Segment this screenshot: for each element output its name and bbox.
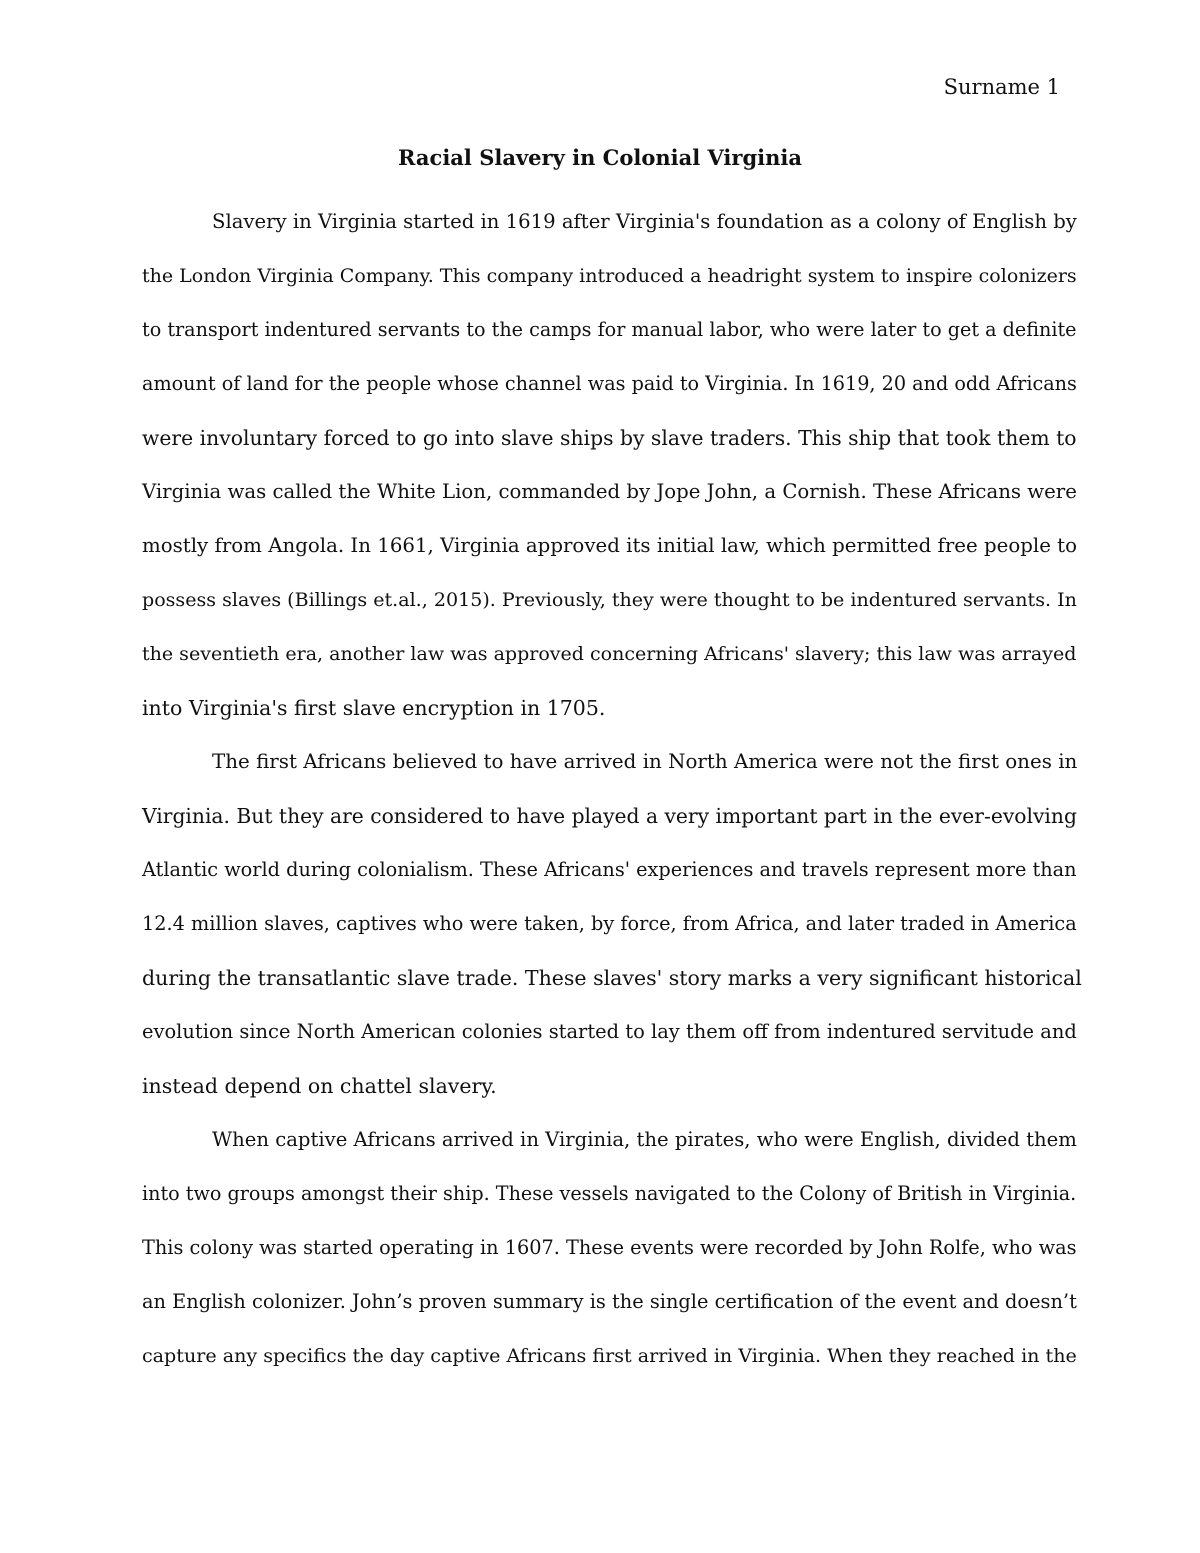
paragraph-1 bbox=[142, 195, 1082, 735]
text-line: to transport indentured servants to the camps for manual labor, who were later to get a definite bbox=[142, 318, 1077, 341]
text-line: capture any specifics the day captive Africans first arrived in Virginia. When they reached in the bbox=[142, 1345, 1077, 1367]
text-line: the London Virginia Company. This company introduced a headright system to inspire colonizers bbox=[142, 265, 1077, 287]
text-line: Virginia was called the White Lion, commanded by Jope John, a Cornish. These Africans were bbox=[142, 480, 1077, 503]
paragraph-2 bbox=[142, 735, 1082, 1113]
running-head: Surname 1 bbox=[943, 75, 1060, 99]
document-title: Racial Slavery in Colonial Virginia bbox=[398, 145, 802, 170]
text-line: evolution since North American colonies started to lay them off from indentured servitude and bbox=[142, 1020, 1077, 1043]
text-line: This colony was started operating in 1607. These events were recorded by John Rolfe, who was bbox=[142, 1236, 1077, 1259]
text-line: mostly from Angola. In 1661, Virginia approved its initial law, which permitted free people to bbox=[142, 534, 1078, 557]
text-line: the seventieth era, another law was approved concerning Africans' slavery; this law was arrayed bbox=[142, 643, 1077, 665]
text-line: an English colonizer. John’s proven summary is the single certification of the event and doesn’t bbox=[142, 1290, 1077, 1313]
text-line: during the transatlantic slave trade. These slaves' story marks a very significant historical bbox=[142, 966, 1082, 990]
text-line: When captive Africans arrived in Virginia, the pirates, who were English, divided them bbox=[212, 1128, 1077, 1151]
text-line: instead depend on chattel slavery. bbox=[142, 1074, 497, 1098]
text-line: were involuntary forced to go into slave ships by slave traders. This ship that took them to bbox=[142, 426, 1077, 450]
text-line: Slavery in Virginia started in 1619 after Virginia's foundation as a colony of English by bbox=[212, 210, 1077, 233]
text-line: amount of land for the people whose channel was paid to Virginia. In 1619, 20 and odd Africans bbox=[142, 372, 1077, 395]
document-body bbox=[142, 195, 1082, 1383]
text-line: into two groups amongst their ship. These vessels navigated to the Colony of British in Virginia. bbox=[142, 1182, 1077, 1205]
text-line: 12.4 million slaves, captives who were taken, by force, from Africa, and later traded in America bbox=[142, 912, 1077, 935]
paragraph-3 bbox=[142, 1113, 1082, 1383]
text-line: into Virginia's first slave encryption in 1705. bbox=[142, 696, 606, 720]
text-line: Virginia. But they are considered to have played a very important part in the ever-evolving bbox=[142, 804, 1077, 828]
text-line: The first Africans believed to have arrived in North America were not the first ones in bbox=[212, 750, 1078, 773]
text-line: possess slaves (Billings et.al., 2015). Previously, they were thought to be indentured servants. In bbox=[142, 589, 1077, 611]
text-line: Atlantic world during colonialism. These Africans' experiences and travels represent more than bbox=[142, 858, 1077, 881]
